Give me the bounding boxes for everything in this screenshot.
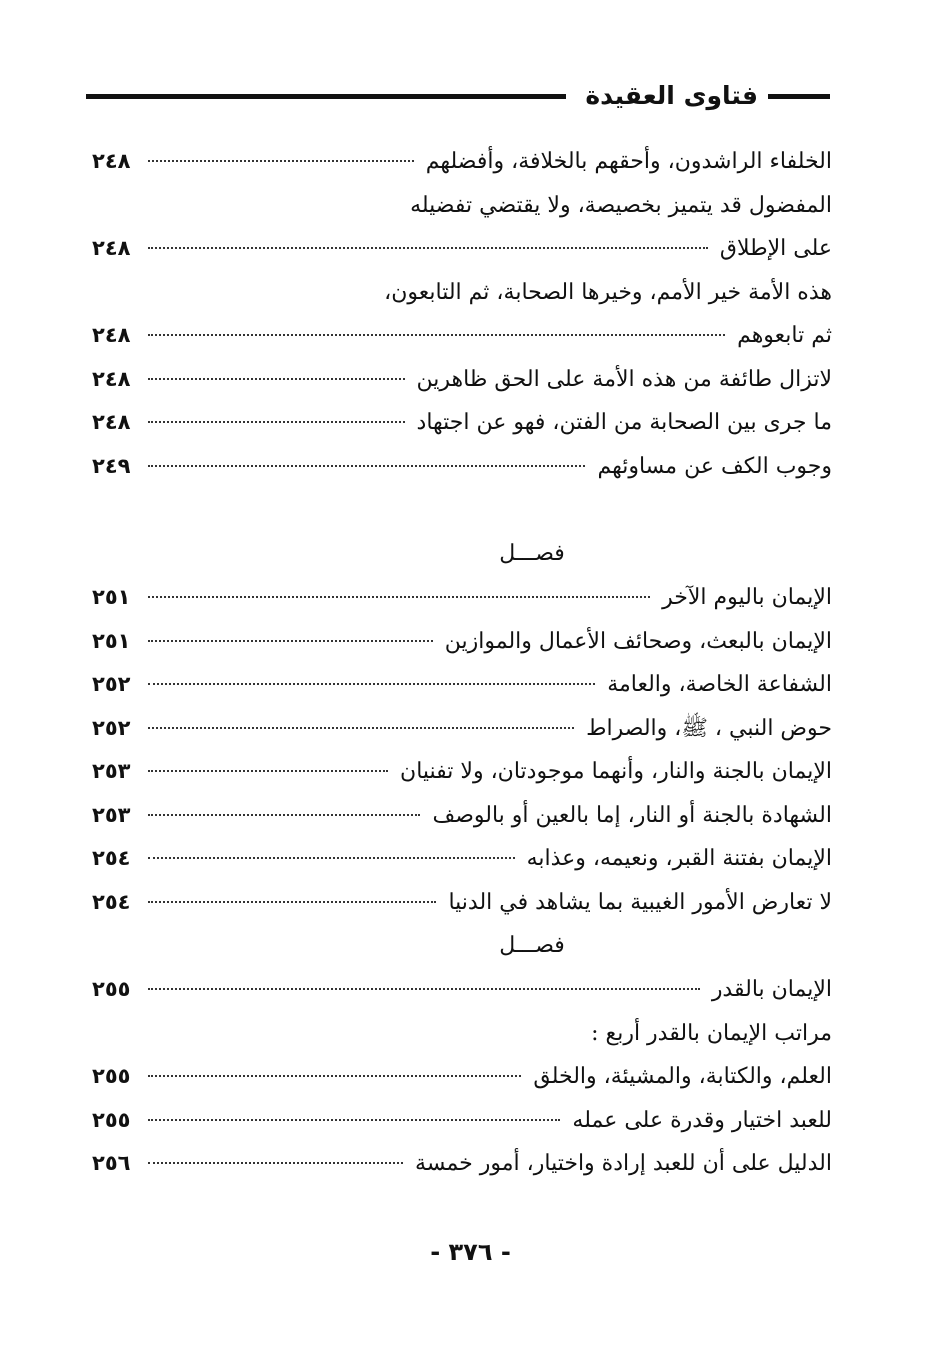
toc-entry-page: ٢٥٤	[92, 846, 131, 870]
toc-entry-page: ٢٥٢	[92, 672, 131, 696]
toc-entry	[92, 1012, 832, 1056]
toc-entry-page: ٢٤٨	[92, 410, 131, 434]
toc-entry-title: العلم، والكتابة، والمشيئة، والخلق	[533, 1064, 832, 1089]
header-rule-short	[768, 94, 830, 99]
dot-leader	[148, 378, 405, 380]
toc-entry-title: الشهادة بالجنة أو النار، إما بالعين أو بالوصف	[432, 802, 832, 828]
toc-entry-page: ٢٤٩	[92, 453, 131, 478]
toc-entry	[92, 837, 832, 881]
dot-leader	[148, 247, 708, 249]
toc-entry-title: وجوب الكف عن مساوئهم	[597, 453, 832, 479]
toc-entry	[92, 358, 832, 402]
toc-entry-page: ٢٥٤	[92, 889, 131, 914]
dot-leader	[148, 640, 433, 642]
toc-entry	[92, 1142, 832, 1186]
toc-entry	[92, 576, 832, 620]
toc-entry	[92, 271, 832, 315]
toc-entry	[92, 968, 832, 1012]
toc-entry	[92, 663, 832, 707]
toc-entry	[92, 401, 832, 445]
toc-entry	[92, 184, 832, 228]
toc-entry-page: ٢٥٦	[92, 1151, 131, 1175]
toc-entry-page: ٢٥٣	[92, 802, 131, 827]
toc-entry	[92, 707, 832, 751]
dot-leader	[148, 814, 420, 816]
toc-entry-title: على الإطلاق	[719, 236, 832, 261]
dot-leader	[148, 421, 405, 423]
toc-entry-page: ٢٤٨	[92, 323, 131, 347]
dot-leader	[148, 988, 700, 990]
toc-entry-title: ثم تابعوهم	[737, 323, 832, 348]
toc-entry	[92, 794, 832, 838]
section-heading: فصـــل	[499, 933, 565, 958]
dot-leader	[148, 160, 414, 162]
toc-entry-title: الدليل على أن للعبد إرادة واختيار، أمور خمسة	[415, 1151, 832, 1176]
toc-entry-title: المفضول قد يتميز بخصيصة، ولا يقتضي تفضيله	[410, 192, 832, 218]
toc-entry	[92, 881, 832, 925]
dot-leader	[148, 465, 585, 467]
toc-entry	[92, 227, 832, 271]
toc-entry	[92, 314, 832, 358]
toc-entry-title: الإيمان بفتنة القبر، ونعيمه، وعذابه	[526, 846, 832, 871]
toc-entry-page: ٢٥٥	[92, 1107, 131, 1132]
toc-entry-page: ٢٥١	[92, 628, 131, 653]
dot-leader	[148, 727, 574, 729]
book-title: فتاوى العقيدة	[585, 81, 758, 110]
toc-entry	[92, 445, 832, 489]
toc-entry-title: الشفاعة الخاصة، والعامة	[607, 672, 832, 697]
dot-leader	[148, 1075, 521, 1077]
toc-entry-page: ٢٥١	[92, 585, 131, 609]
toc-entry	[92, 620, 832, 664]
dot-leader	[148, 770, 388, 772]
toc-entry-title: الإيمان بالقدر	[711, 977, 832, 1002]
page-number: - ٣٧٦ -	[430, 1238, 511, 1266]
toc-entry-page: ٢٤٨	[92, 149, 131, 173]
toc-entry-title: ما جرى بين الصحابة من الفتن، فهو عن اجتهاد	[416, 410, 832, 435]
toc-entry-title: حوض النبي ، ﷺ، والصراط	[586, 715, 832, 741]
dot-leader	[148, 1119, 560, 1121]
toc-entry-page: ٢٥٥	[92, 977, 131, 1001]
header-rule-long	[86, 94, 566, 99]
toc-entry-title: الإيمان بالبعث، وصحائف الأعمال والموازين	[444, 628, 832, 654]
toc-entry-title: هذه الأمة خير الأمم، وخيرها الصحابة، ثم التابعون،	[384, 279, 832, 305]
toc-entry-title: للعبد اختيار وقدرة على عمله	[572, 1107, 832, 1133]
toc-entry-title: الإيمان باليوم الآخر	[662, 585, 832, 610]
toc-entry-title: الخلفاء الراشدون، وأحقهم بالخلافة، وأفضلهم	[425, 149, 832, 174]
toc-entry-page: ٢٤٨	[92, 236, 131, 260]
table-of-contents	[92, 140, 832, 1186]
toc-entry-title: مراتب الإيمان بالقدر أربع :	[591, 1020, 832, 1046]
toc-entry-title: لا تعارض الأمور الغيبية بما يشاهد في الدنيا	[448, 889, 832, 915]
page-footer	[0, 1234, 941, 1270]
dot-leader	[148, 334, 725, 336]
section-heading: فصـــل	[499, 541, 565, 566]
running-header	[86, 78, 830, 118]
toc-entry	[92, 140, 832, 184]
dot-leader	[148, 1162, 403, 1164]
toc-entry-page: ٢٥٥	[92, 1064, 131, 1088]
dot-leader	[148, 596, 650, 598]
toc-entry	[92, 1055, 832, 1099]
toc-entry-page: ٢٥٣	[92, 759, 131, 783]
toc-entry	[92, 1099, 832, 1143]
toc-entry-page: ٢٤٨	[92, 366, 131, 391]
dot-leader	[148, 857, 515, 859]
dot-leader	[148, 901, 436, 903]
toc-entry-title: الإيمان بالجنة والنار، وأنهما موجودتان، ولا تفنيان	[400, 759, 832, 784]
toc-entry-title: لاتزال طائفة من هذه الأمة على الحق ظاهرين	[416, 366, 832, 392]
toc-entry	[92, 750, 832, 794]
dot-leader	[148, 683, 595, 685]
toc-entry-page: ٢٥٢	[92, 715, 131, 740]
